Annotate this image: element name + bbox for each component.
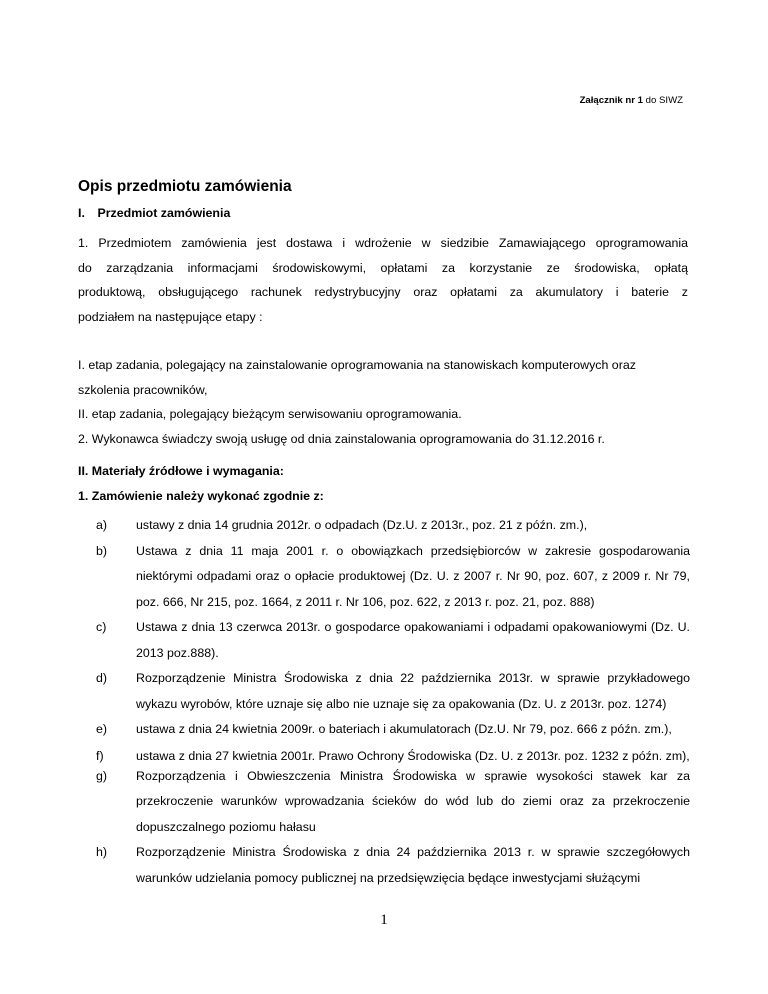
list-item-text: ustawa z dnia 27 kwietnia 2001r. Prawo Ochrony Środowiska (Dz. U. z 2013r. poz. 1232 z późn. zm),: [136, 748, 690, 763]
list-item-label: c): [96, 620, 107, 634]
list-item-text: Ustawa z dnia 13 czerwca 2013r. o gospodarce opakowaniami i odpadami opakowaniowymi (Dz. U. 2013 poz.888).: [136, 620, 690, 660]
list-item-label: a): [96, 518, 108, 532]
page-number: 1: [380, 912, 388, 928]
stage-line: II. etap zadania, polegający bieżącym serwisowaniu oprogramowania.: [78, 407, 462, 421]
list-item-text: Ustawa z dnia 11 maja 2001 r. o obowiązkach przedsiębiorców w zakresie gospodarowania niektórymi odpadami oraz o opłacie produktowej (Dz. U. z 2007 r. Nr 90, poz. 607, z 2009 r. Nr 79, poz. 666, Nr 215, poz. 1664, z 2011 r. Nr 106, poz. 622, z 2013 r. poz. 21, poz. 888): [136, 543, 690, 609]
stage-line: 2. Wykonawca świadczy swoją usługę od dnia zainstalowania oprogramowania do 31.12.2016 r.: [78, 431, 605, 446]
list-item-label: d): [96, 671, 108, 685]
list-item-label: e): [96, 722, 108, 736]
list-item-label: b): [96, 543, 108, 558]
list-item-text: Rozporządzenia i Obwieszczenia Ministra Środowiska w sprawie wysokości stawek kar za przekroczenie warunków wprowadzania ścieków do wód lub do ziemi oraz za przekroczenie dopuszczalnego poziomu hałasu: [136, 768, 690, 834]
list-item: [96, 513, 690, 539]
list-item: [96, 615, 690, 666]
section-1-title: Przedmiot zamówienia: [97, 206, 231, 220]
list-item-text: Rozporządzenie Ministra Środowiska z dnia 24 października 2013 r. w sprawie szczegółowych warunków udzielania pomocy publicznej na przedsięwzięcia będące inwestycjami służącymi: [136, 845, 690, 885]
paragraph-line: podziałem na następujące etapy :: [78, 309, 263, 324]
list-item: [96, 666, 690, 717]
paragraph-line: do zarządzania informacjami środowiskowymi, opłatami za korzystanie ze środowiska, opłatą: [78, 260, 688, 275]
section-1-number: I.: [78, 206, 85, 220]
list-item-label: g): [96, 768, 108, 783]
list-item-label: h): [96, 845, 108, 859]
stage-line: szkolenia pracowników,: [78, 382, 208, 397]
list-item: [96, 539, 690, 616]
annex-label: [580, 95, 683, 106]
requirements-list: [96, 513, 690, 891]
list-item-text: Rozporządzenie Ministra Środowiska z dnia 22 października 2013r. w sprawie przykładowego wykazu wyrobów, które uznaje się albo nie uznaje się za opakowania (Dz. U. z 2013r. poz. 1274): [136, 671, 690, 711]
annex-label-rest: do SIWZ: [643, 95, 683, 106]
list-item-text: ustawy z dnia 14 grudnia 2012r. o odpadach (Dz.U. z 2013r., poz. 21 z późn. zm.),: [136, 518, 588, 532]
stages-block: [78, 353, 688, 451]
list-item-label: f): [96, 748, 104, 763]
annex-label-bold: Załącznik nr 1: [579, 95, 644, 106]
section-2-heading: II. Materiały źródłowe i wymagania:: [78, 464, 284, 478]
paragraph-line: 1. Przedmiotem zamówienia jest dostawa i wdrożenie w siedzibie Zamawiającego oprogramowania: [78, 236, 688, 250]
list-item: [96, 717, 690, 743]
list-item-text: ustawa z dnia 24 kwietnia 2009r. o bateriach i akumulatorach (Dz.U. Nr 79, poz. 666 z późn. zm.),: [136, 722, 672, 736]
list-item: [96, 840, 690, 891]
stage-line: I. etap zadania, polegający na zainstalowanie oprogramowania na stanowiskach komputerowych oraz: [78, 358, 636, 372]
list-item: [96, 743, 690, 764]
section-1-paragraph: [78, 231, 688, 329]
page-title: Opis przedmiotu zamówienia: [78, 178, 292, 195]
list-item: [96, 764, 690, 841]
paragraph-line: produktową, obsługującego rachunek redystrybucyjny oraz opłatami za akumulatory i baterie z: [78, 285, 688, 299]
section-2-subheading: 1. Zamówienie należy wykonać zgodnie z:: [78, 489, 324, 503]
section-1-heading: [78, 206, 230, 220]
